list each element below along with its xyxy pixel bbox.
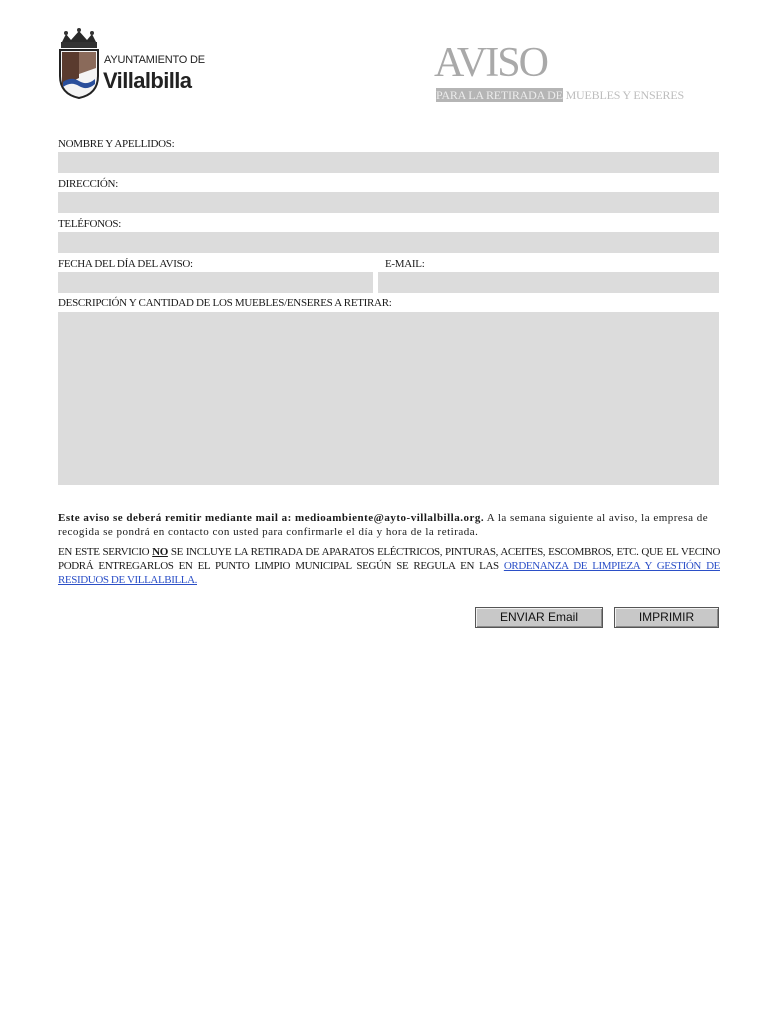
logo-line-2: Villalbilla	[103, 68, 192, 93]
fecha-field[interactable]	[58, 272, 373, 293]
subtitle-highlight: PARA LA RETIRADA DE	[436, 88, 563, 102]
nombre-label: NOMBRE Y APELLIDOS:	[58, 138, 175, 150]
telefonos-label: TELÉFONOS:	[58, 218, 122, 230]
fecha-label: FECHA DEL DÍA DEL AVISO:	[58, 258, 193, 270]
direccion-label: DIRECCIÓN:	[58, 178, 118, 190]
info-p1-rest: A la semana siguiente al aviso, la empresa de recogida se pondrá en contacto con usted para confirmarle el día y hora de la retirada.	[58, 512, 709, 538]
info-paragraph-1	[58, 511, 720, 539]
subtitle-rest: MUEBLES Y ENSERES	[562, 88, 684, 102]
info-p2-a: EN ESTE SERVICIO	[58, 546, 153, 558]
descripcion-field[interactable]	[58, 312, 719, 485]
coat-of-arms-icon	[56, 28, 102, 100]
info-p2-b: SE INCLUYE LA RETIRADA DE APARATOS ELÉCTRICOS, PINTURAS, ACEITES, ESCOMBROS, ETC. QUE EL VECINO PODRÁ ENTREGARLOS EN EL PUNTO LIMPIO MUNICIPAL SEGÚN SE REGULA EN LAS	[58, 546, 721, 572]
descripcion-label: DESCRIPCIÓN Y CANTIDAD DE LOS MUEBLES/ENSERES A RETIRAR:	[58, 297, 392, 309]
email-label: E-MAIL:	[385, 258, 425, 270]
info-p1-bold: Este aviso se deberá remitir mediante mail a: medioambiente@ayto-villalbilla.org.	[58, 512, 485, 524]
municipality-logo	[56, 28, 205, 98]
info-paragraph-2	[58, 545, 720, 587]
ordenanza-link[interactable]: ORDENANZA DE LIMPIEZA Y GESTIÓN DE RESIDUOS DE VILLALBILLA.	[58, 560, 720, 586]
nombre-field[interactable]	[58, 152, 719, 173]
page-title: AVISO	[434, 40, 547, 86]
imprimir-button[interactable]: IMPRIMIR	[614, 607, 719, 628]
email-field[interactable]	[378, 272, 719, 293]
logo-line-1: AYUNTAMIENTO DE	[104, 54, 205, 66]
direccion-field[interactable]	[58, 192, 719, 213]
telefonos-field[interactable]	[58, 232, 719, 253]
page-subtitle	[436, 88, 684, 103]
info-p2-no: NO	[152, 546, 168, 558]
enviar-email-button[interactable]: ENVIAR Email	[475, 607, 603, 628]
